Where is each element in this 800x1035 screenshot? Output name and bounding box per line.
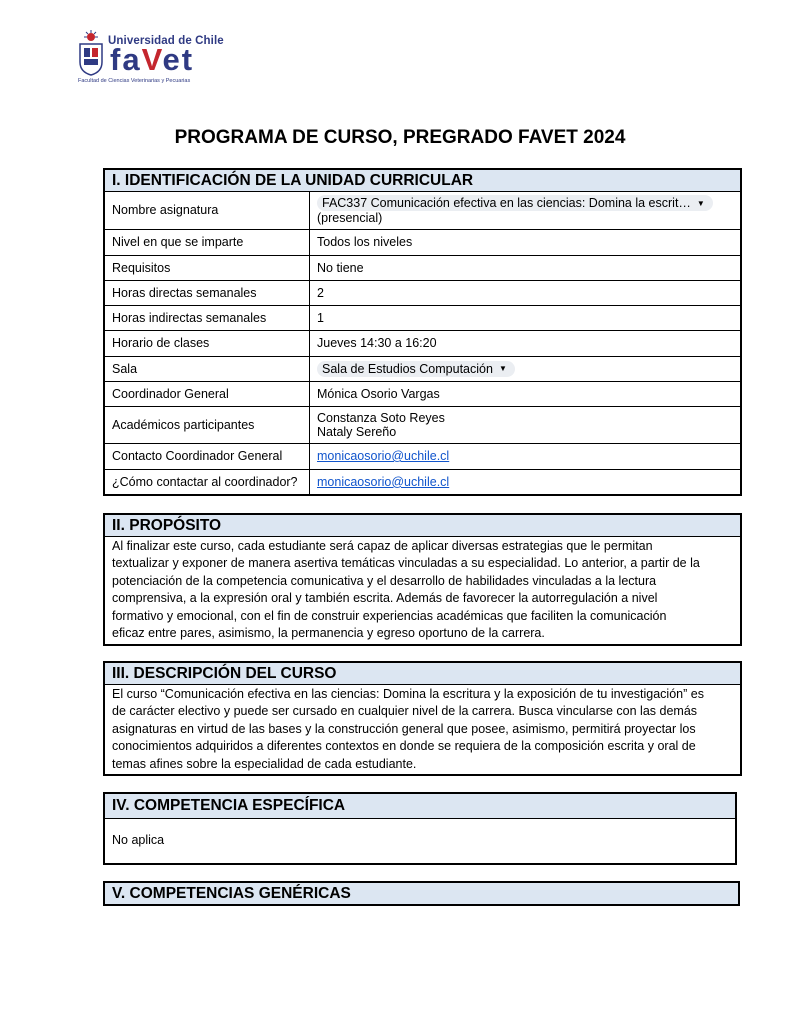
row-value [310, 469, 741, 494]
university-name: Universidad de Chile [108, 35, 224, 47]
competence-text: No aplica [112, 833, 165, 847]
section-heading: I. IDENTIFICACIÓN DE LA UNIDAD CURRICULAR [105, 170, 740, 192]
text-line: El curso “Comunicación efectiva en las ciencias: Domina la escritura y la exposición de tu investigación” es [112, 687, 704, 701]
university-crest-icon [78, 30, 104, 76]
section-heading: III. DESCRIPCIÓN DEL CURSO [105, 663, 740, 685]
row-label: Horas indirectas semanales [105, 305, 310, 330]
table-row [105, 192, 740, 229]
row-value: No tiene [310, 255, 741, 280]
row-label: Coordinador General [105, 381, 310, 406]
row-value [310, 443, 741, 469]
coordinator-email-link[interactable]: monicaosorio@uchile.cl [317, 449, 450, 463]
row-label: Requisitos [105, 255, 310, 280]
table-row [105, 280, 740, 305]
academic-2: Nataly Sereño [317, 424, 397, 439]
row-value: Jueves 14:30 a 16:20 [310, 330, 741, 356]
row-value: Mónica Osorio Vargas [310, 381, 741, 406]
text-line: formativo y emocional, con el fin de construir experiencias académicas que faciliten la comunicación [112, 608, 667, 623]
contact-email-link[interactable]: monicaosorio@uchile.cl [317, 474, 450, 489]
page-title: PROGRAMA DE CURSO, PREGRADO FAVET 2024 [174, 127, 626, 148]
table-row [105, 406, 740, 443]
favet-logo [78, 30, 238, 88]
section-proposito [103, 513, 742, 646]
room-dropdown[interactable] [317, 361, 515, 377]
row-label: Horas directas semanales [105, 280, 310, 305]
section-heading: II. PROPÓSITO [105, 515, 740, 537]
row-value: Todos los niveles [310, 229, 741, 255]
academic-1: Constanza Soto Reyes [317, 410, 445, 425]
table-row [105, 443, 740, 469]
row-value [310, 406, 741, 443]
text-line: comprensiva, a la expresión oral y también escrita. Además de favorecer la autorregulación a nivel [112, 591, 658, 606]
row-label: Nombre asignatura [105, 192, 310, 229]
text-line: temas afines sobre la especialidad de cada estudiante. [112, 756, 417, 771]
text-line: eficaz entre pares, asimismo, la permanencia y egreso oportuno de la carrera. [112, 626, 545, 641]
room-value: Sala de Estudios Computación [322, 361, 493, 376]
text-line: potenciación de la competencia comunicativa y el desarrollo de habilidades vinculadas a la lectura [112, 573, 657, 588]
text-line: de carácter electivo y puede ser cursado en cualquier nivel de la carrera. Busca vincularse con las demás [112, 704, 698, 719]
dropdown-arrow-icon: ▼ [498, 364, 507, 373]
row-value [310, 192, 741, 229]
row-label: Nivel en que se imparte [105, 229, 310, 255]
course-modality: (presencial) [317, 211, 383, 226]
row-value: 2 [310, 280, 741, 305]
section-competencia-especifica [103, 792, 737, 865]
brand-part-2: et [162, 42, 195, 77]
row-label: Académicos participantes [105, 406, 310, 443]
table-row [105, 255, 740, 280]
section-identificacion [103, 168, 742, 496]
table-row [105, 356, 740, 381]
row-label: Horario de clases [105, 330, 310, 356]
section-heading: V. COMPETENCIAS GENÉRICAS [105, 883, 738, 904]
brand-part-v: V [141, 42, 163, 77]
table-row [105, 229, 740, 255]
row-value [310, 356, 741, 381]
faculty-name: Facultad de Ciencias Veterinarias y Pecuarias [78, 78, 191, 84]
row-label: Sala [105, 356, 310, 381]
table-row [105, 469, 740, 494]
table-row [105, 381, 740, 406]
text-line: asignaturas en virtud de las bases y la construcción general que posee, asimismo, permitirá proyectar los [112, 721, 696, 736]
table-row [105, 330, 740, 356]
description-text [105, 685, 740, 774]
identification-table [105, 192, 740, 494]
row-label: Contacto Coordinador General [105, 443, 310, 469]
text-line: Al finalizar este curso, cada estudiante será capaz de aplicar diversas estrategias que le permitan [112, 539, 653, 553]
brand-part-1: fa [110, 42, 142, 77]
brand-wordmark [110, 44, 194, 75]
section-competencias-genericas [103, 881, 740, 906]
purpose-text [105, 537, 740, 643]
course-name-value: FAC337 Comunicación efectiva en las ciencias: Domina la escrit… [322, 196, 691, 211]
section-heading: IV. COMPETENCIA ESPECÍFICA [105, 794, 735, 819]
course-name-dropdown[interactable] [317, 195, 713, 211]
row-value: 1 [310, 305, 741, 330]
section-descripcion [103, 661, 742, 776]
text-line: conocimientos adquiridos a diferentes contextos en donde se requiera de la composición escrita y oral de [112, 739, 696, 754]
table-row [105, 305, 740, 330]
dropdown-arrow-icon: ▼ [696, 198, 705, 208]
text-line: textualizar y exponer de manera asertiva temáticas vinculadas a su especialidad. Lo anterior, a partir de la [112, 556, 700, 571]
row-label: ¿Cómo contactar al coordinador? [105, 469, 310, 494]
